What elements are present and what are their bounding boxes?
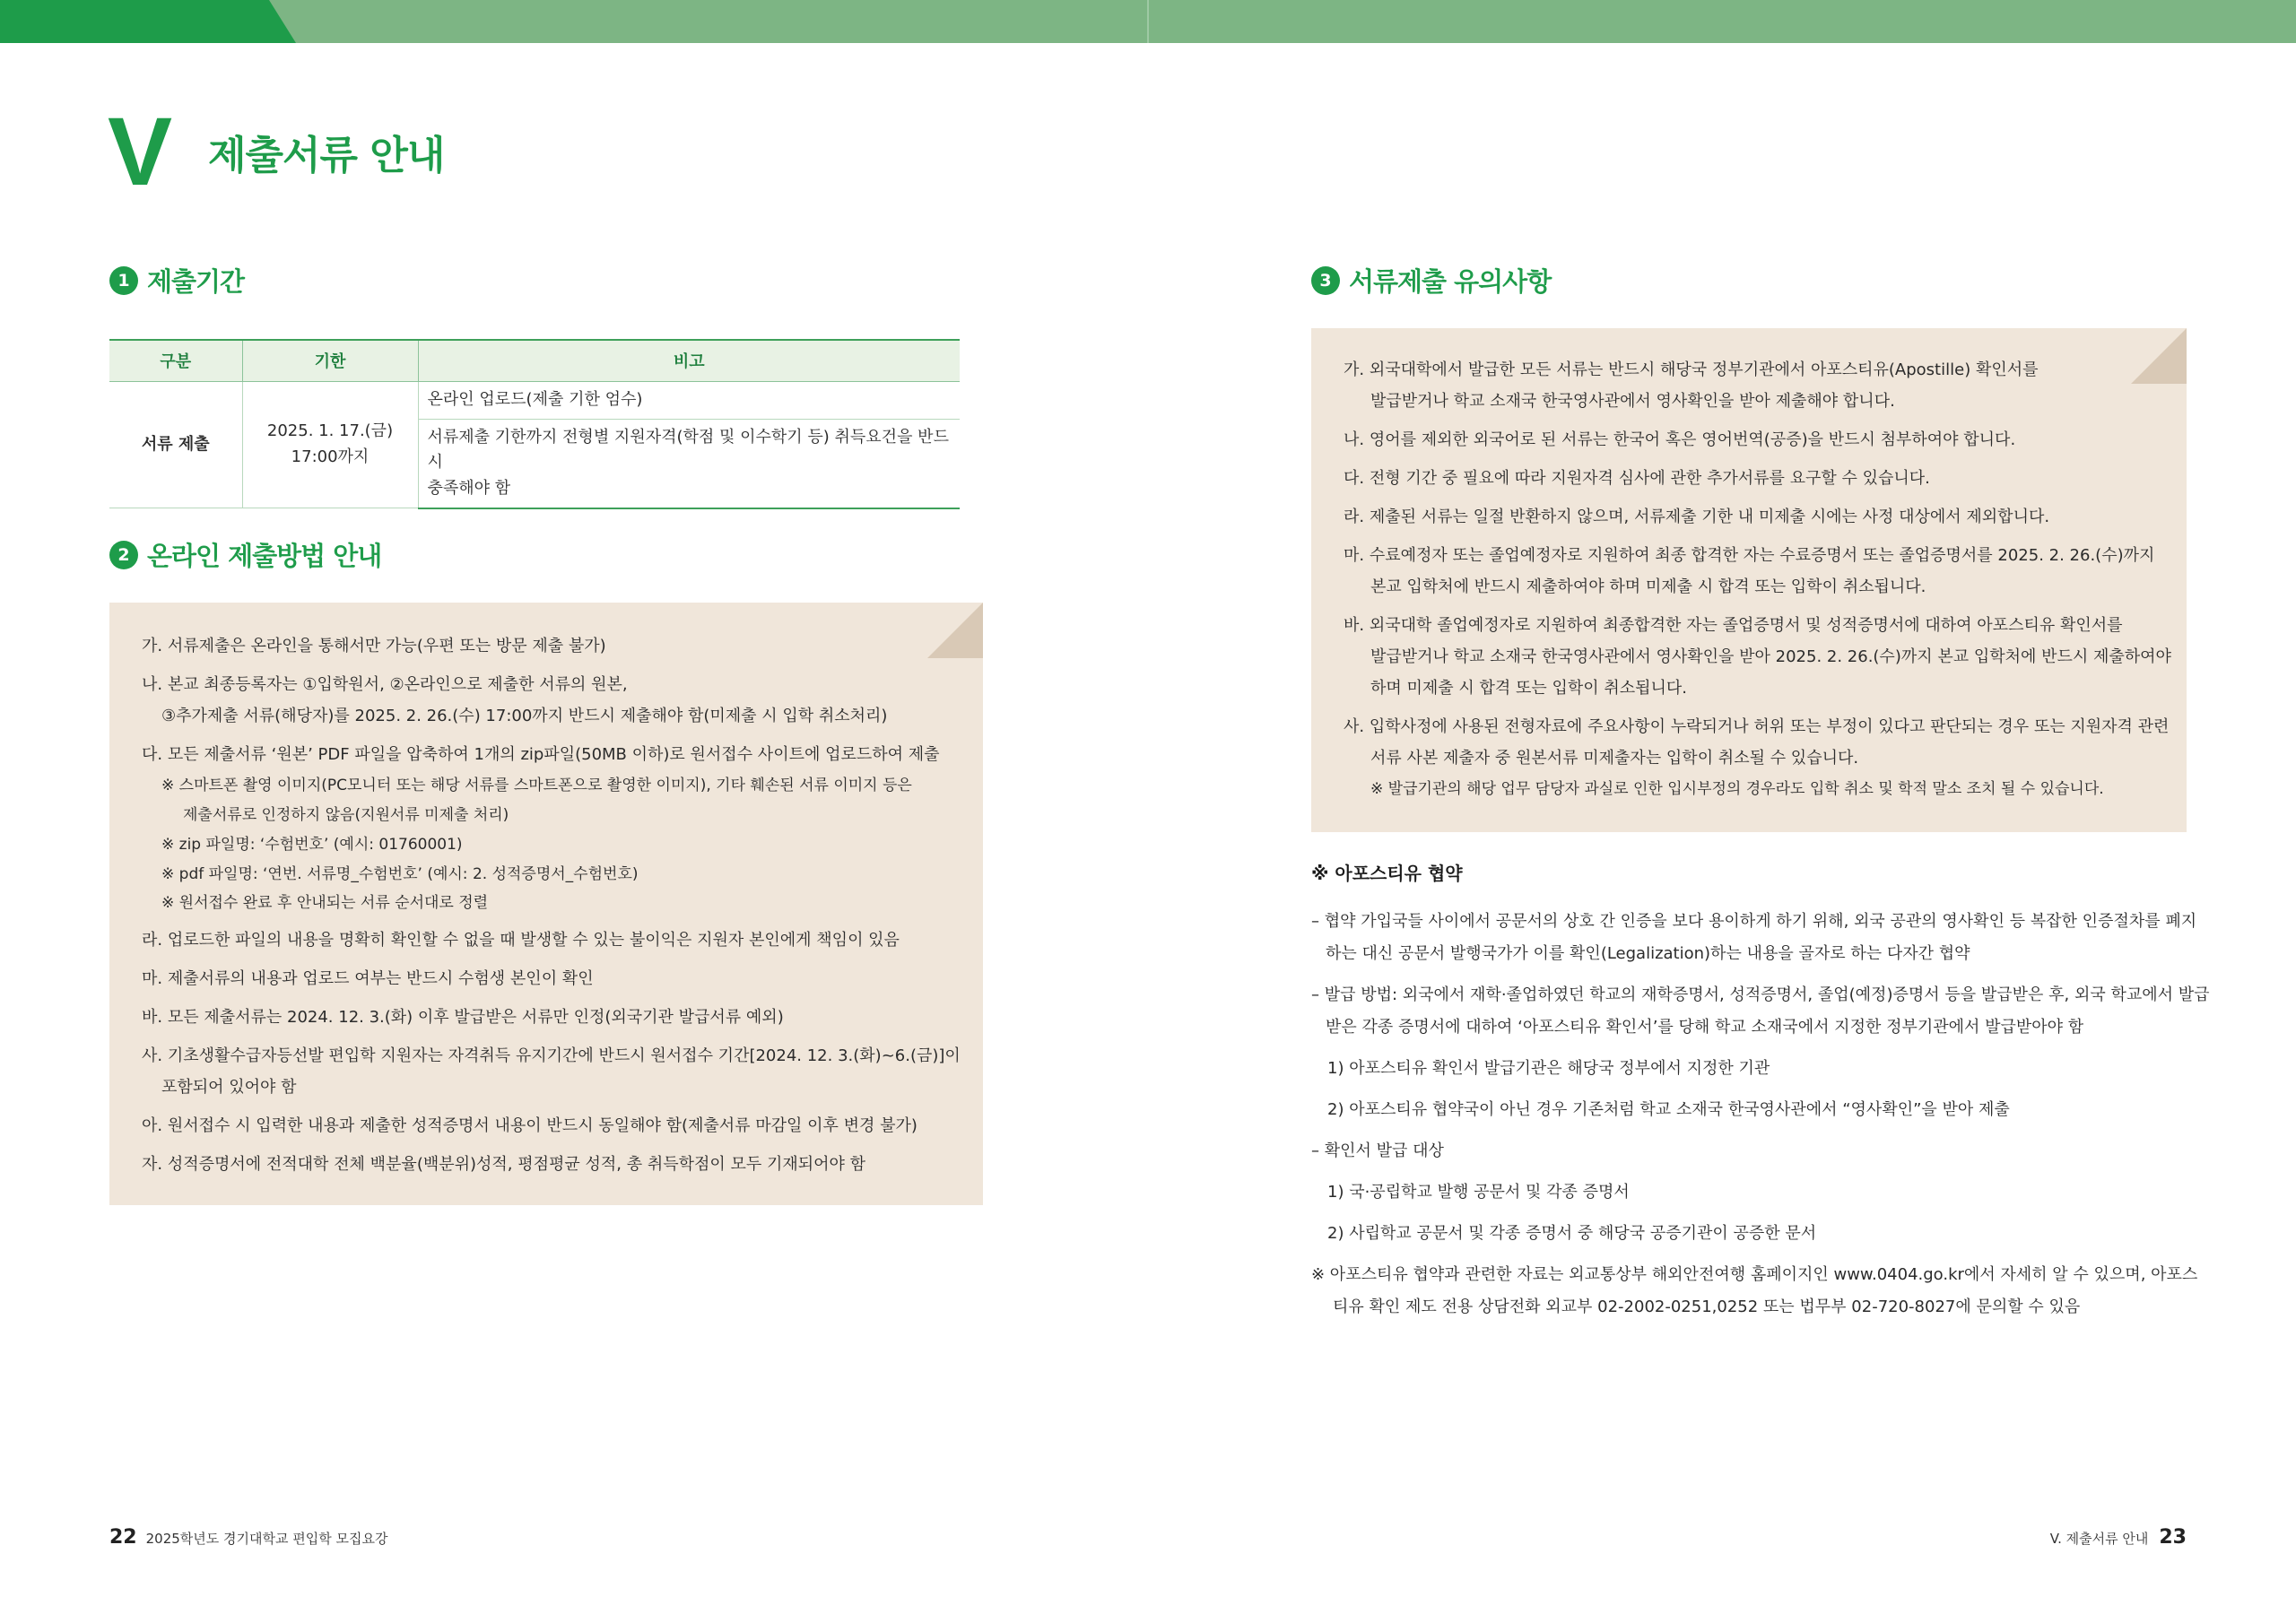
footer-text: V. 제출서류 안내 <box>2049 1531 2149 1547</box>
left-page-footer <box>109 1526 387 1549</box>
section-number-badge: 1 <box>109 266 138 295</box>
page-number: 23 <box>2159 1526 2187 1549</box>
note-line: 사. 입학사정에 사용된 전형자료에 주요사항이 누락되거나 허위 또는 부정이 있다고 판단되는 경우 또는 지원자격 관련 <box>1344 717 2170 736</box>
apostille-line: 티유 확인 제도 전용 상담전화 외교부 02-2002-0251,0252 또는 법무부 02-720-8027에 문의할 수 있음 <box>1333 1298 2081 1316</box>
page-divider <box>1147 0 1149 43</box>
apostille-line: 받은 각종 증명서에 대하여 ‘아포스티유 확인서’를 당해 학교 소재국에서 지정한 정부기관에서 발급받아야 함 <box>1326 1018 2084 1037</box>
apostille-line: ※ 아포스티유 협약과 관련한 자료는 외교통상부 해외안전여행 홈페이지인 www.0404.go.kr에서 자세히 알 수 있으며, 아포스 <box>1311 1265 2198 1284</box>
note-line: 마. 제출서류의 내용과 업로드 여부는 반드시 수험생 본인이 확인 <box>142 969 594 988</box>
column-header: 구분 <box>109 340 242 381</box>
note-line: 가. 외국대학에서 발급한 모든 서류는 반드시 해당국 정부기관에서 아포스티유(Apostille) 확인서를 <box>1344 360 2039 379</box>
note-line: 나. 영어를 제외한 외국어로 된 서류는 한국어 혹은 영어번역(공증)을 반드시 첨부하여야 합니다. <box>1344 430 2016 449</box>
note-line: 가. 서류제출은 온라인을 통해서만 가능(우편 또는 방문 제출 불가) <box>142 637 606 655</box>
note-line: 바. 외국대학 졸업예정자로 지원하여 최종합격한 자는 졸업증명서 및 성적증명서에 대하여 아포스티유 확인서를 <box>1344 616 2123 635</box>
top-banner-accent <box>0 0 296 43</box>
note-line: 발급받거나 학교 소재국 한국영사관에서 영사확인을 받아 제출해야 합니다. <box>1370 392 1895 411</box>
column-header: 비고 <box>418 340 960 381</box>
table-header-row <box>109 340 960 381</box>
note-line: 자. 성적증명서에 전적대학 전체 백분율(백분위)성적, 평점평균 성적, 총 취득학점이 모두 기재되어야 함 <box>142 1155 866 1174</box>
deadline-time: 17:00까지 <box>291 447 370 466</box>
note-cell: 온라인 업로드(제출 기한 엄수) <box>418 381 960 419</box>
note-line: 다. 모든 제출서류 ‘원본’ PDF 파일을 압축하여 1개의 zip파일(50MB 이하)로 원서접수 사이트에 업로드하여 제출 <box>142 745 940 764</box>
apostille-line: 2) 사립학교 공문서 및 각종 증명서 중 해당국 공증기관이 공증한 문서 <box>1327 1224 1817 1243</box>
note-line: 발급받거나 학교 소재국 한국영사관에서 영사확인을 받아 2025. 2. 26.(수)까지 본교 입학처에 반드시 제출하여야 <box>1370 647 2171 666</box>
apostille-line: – 확인서 발급 대상 <box>1311 1141 1444 1160</box>
note-line: 다. 전형 기간 중 필요에 따라 지원자격 심사에 관한 추가서류를 요구할 수 있습니다. <box>1344 469 1930 488</box>
table-row <box>109 381 960 419</box>
row-label: 서류 제출 <box>109 381 242 508</box>
chapter-title: 제출서류 안내 <box>208 133 445 178</box>
right-page-footer <box>2050 1526 2187 1549</box>
note-line: 포함되어 있어야 함 <box>161 1078 297 1097</box>
section-title: 제출기간 <box>147 266 245 297</box>
note-line: 마. 수료예정자 또는 졸업예정자로 지원하여 최종 합격한 자는 수료증명서 또는 졸업증명서를 2025. 2. 26.(수)까지 <box>1344 546 2155 565</box>
apostille-line: – 발급 방법: 외국에서 재학·졸업하였던 학교의 재학증명서, 성적증명서, 졸업(예정)증명서 등을 발급받은 후, 외국 학교에서 발급 <box>1311 985 2210 1004</box>
note-line: 서류 사본 제출자 중 원본서류 미제출자는 입학이 취소될 수 있습니다. <box>1370 749 1859 768</box>
note-line: ※ 스마트폰 촬영 이미지(PC모니터 또는 해당 서류를 스마트폰으로 촬영한 이미지), 기타 훼손된 서류 이미지 등은 <box>161 777 912 794</box>
note-line: ※ zip 파일명: ‘수험번호’ (예시: 01760001) <box>161 836 463 854</box>
note-line: 라. 제출된 서류는 일절 반환하지 않으며, 서류제출 기한 내 미제출 시에는 사정 대상에서 제외합니다. <box>1344 508 2050 526</box>
note-line: 나. 본교 최종등록자는 ①입학원서, ②온라인으로 제출한 서류의 원본, <box>142 675 628 694</box>
section-3-heading <box>1311 262 1551 299</box>
note-text: 서류제출 기한까지 전형별 지원자격(학점 및 이수학기 등) 취득요건을 반드시 <box>427 427 949 473</box>
column-header: 기한 <box>242 340 418 381</box>
page-fold-corner <box>927 603 983 658</box>
section-number-badge: 2 <box>109 541 138 569</box>
note-line: 하며 미제출 시 합격 또는 입학이 취소됩니다. <box>1370 679 1688 698</box>
apostille-line: 하는 대신 공문서 발행국가가 이를 확인(Legalization)하는 내용을 골자로 하는 다자간 협약 <box>1326 944 1970 963</box>
note-line: 라. 업로드한 파일의 내용을 명확히 확인할 수 없을 때 발생할 수 있는 불이익은 지원자 본인에게 책임이 있음 <box>142 931 900 950</box>
submission-period-table <box>109 339 960 509</box>
apostille-line: – 협약 가입국들 사이에서 공문서의 상호 간 인증을 보다 용이하게 하기 위해, 외국 공관의 영사확인 등 복잡한 인증절차를 폐지 <box>1311 912 2197 931</box>
apostille-line: 1) 국·공립학교 발행 공문서 및 각종 증명서 <box>1327 1183 1630 1202</box>
note-line: 바. 모든 제출서류는 2024. 12. 3.(화) 이후 발급받은 서류만 인정(외국기관 발급서류 예외) <box>142 1008 784 1027</box>
apostille-title: ※ 아포스티유 협약 <box>1311 863 1463 884</box>
note-line: 제출서류로 인정하지 않음(지원서류 미제출 처리) <box>183 806 509 824</box>
section-number-badge: 3 <box>1311 266 1340 295</box>
online-submission-note-box <box>109 603 983 1205</box>
chapter-number: V <box>108 97 173 205</box>
note-line: ※ 원서접수 완료 후 안내되는 서류 순서대로 정렬 <box>161 894 489 912</box>
submission-caution-note-box <box>1311 328 2187 832</box>
note-text: 충족해야 함 <box>427 479 511 499</box>
section-2-heading <box>109 536 381 573</box>
apostille-line: 2) 아포스티유 협약국이 아닌 경우 기존처럼 학교 소재국 한국영사관에서 “영사확인”을 받아 제출 <box>1327 1100 2010 1119</box>
note-cell <box>418 419 960 508</box>
section-1-heading <box>109 262 244 299</box>
note-line: ※ 발급기관의 해당 업무 담당자 과실로 인한 입시부정의 경우라도 입학 취소 및 학적 말소 조치 될 수 있습니다. <box>1370 780 2104 798</box>
chapter-heading <box>108 97 445 205</box>
note-line: ※ pdf 파일명: ‘연번. 서류명_수험번호’ (예시: 2. 성적증명서_수험번호) <box>161 865 639 883</box>
note-line: 본교 입학처에 반드시 제출하여야 하며 미제출 시 합격 또는 입학이 취소됩니다. <box>1370 577 1926 596</box>
page-number: 22 <box>109 1526 137 1549</box>
note-line: 아. 원서접수 시 입력한 내용과 제출한 성적증명서 내용이 반드시 동일해야 함(제출서류 마감일 이후 변경 불가) <box>142 1116 918 1135</box>
apostille-line: 1) 아포스티유 확인서 발급기관은 해당국 정부에서 지정한 기관 <box>1327 1059 1770 1078</box>
footer-text: 2025학년도 경기대학교 편입학 모집요강 <box>145 1531 388 1547</box>
section-title: 온라인 제출방법 안내 <box>147 541 382 571</box>
note-line: ③추가제출 서류(해당자)를 2025. 2. 26.(수) 17:00까지 반드시 제출해야 함(미제출 시 입학 취소처리) <box>161 707 888 725</box>
deadline-date: 2025. 1. 17.(금) <box>266 421 394 441</box>
section-title: 서류제출 유의사항 <box>1349 266 1552 297</box>
page-fold-corner <box>2131 328 2187 384</box>
deadline-cell <box>242 381 418 508</box>
note-line: 사. 기초생활수급자등선발 편입학 지원자는 자격취득 유지기간에 반드시 원서접수 기간[2024. 12. 3.(화)~6.(금)]이 <box>142 1046 961 1065</box>
